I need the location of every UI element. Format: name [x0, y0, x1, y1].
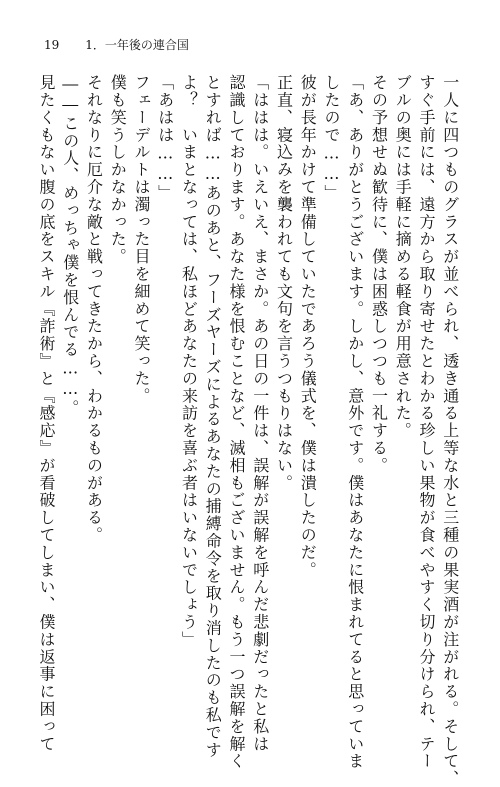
text-line: 正直、寝込みを襲われても文句を言うつもりはない。 [274, 74, 294, 492]
text-line: 彼が長年かけて準備していたであろう儀式を、僕は潰したのだ。 [298, 74, 318, 579]
page-number: 19 [44, 38, 60, 52]
text-line: 「あはは……」 [155, 74, 175, 202]
text-line: すぐ手前には、遠方から取り寄せたとわかる珍しい果物が食べやすく切り分けられ、テー [417, 74, 436, 770]
chapter-title: 1．一年後の連合国 [85, 38, 189, 52]
text-line: とすれば……あのあと、フーズヤーズによるあなたの捕縛命令を取り消したのも私です [203, 74, 223, 759]
text-line: よ？ いまとなっては、私ほどあなたの来訪を喜ぶ者はいないでしょう」 [179, 74, 199, 649]
text-line: ブルの奥には手軽に摘める軽食が用意された。 [393, 74, 413, 440]
text-line: 「あ、ありがとうございます。しかし、意外です。僕はあなたに恨まれてると思っていま [345, 74, 365, 770]
running-header [44, 38, 189, 52]
text-line: 「ははは。いえいえ、まさか。あの日の一件は、誤解が誤解を呼んだ悲劇だったと私は [250, 74, 270, 753]
text-line: 僕も笑うしかなかった。 [108, 74, 128, 266]
text-line: その予想せぬ歓待に、僕は困惑しつつも一礼する。 [369, 74, 389, 475]
text-line: ――この人、めっちゃ僕を恨んでる……。 [60, 74, 80, 417]
text-line: それなりに厄介な敵と戦ってきたから、わかるものがある。 [84, 74, 104, 544]
text-line: フェーデルトは濁った目を細めて笑った。 [132, 74, 151, 405]
text-line: したので……」 [322, 74, 341, 202]
text-line: 一人に四つものグラスが並べられ、透き通る上等な水と三種の果実酒が注がれる。そして、 [440, 74, 460, 787]
vertical-text-body [37, 74, 460, 787]
text-line: 認識しております。あなた様を恨むことなど、滅相もございません。もう一つ誤解を解く [227, 74, 246, 770]
text-line: 見たくもない腹の底をスキル『詐術』と『感応』が看破してしまい、僕は返事に困って [37, 74, 56, 753]
